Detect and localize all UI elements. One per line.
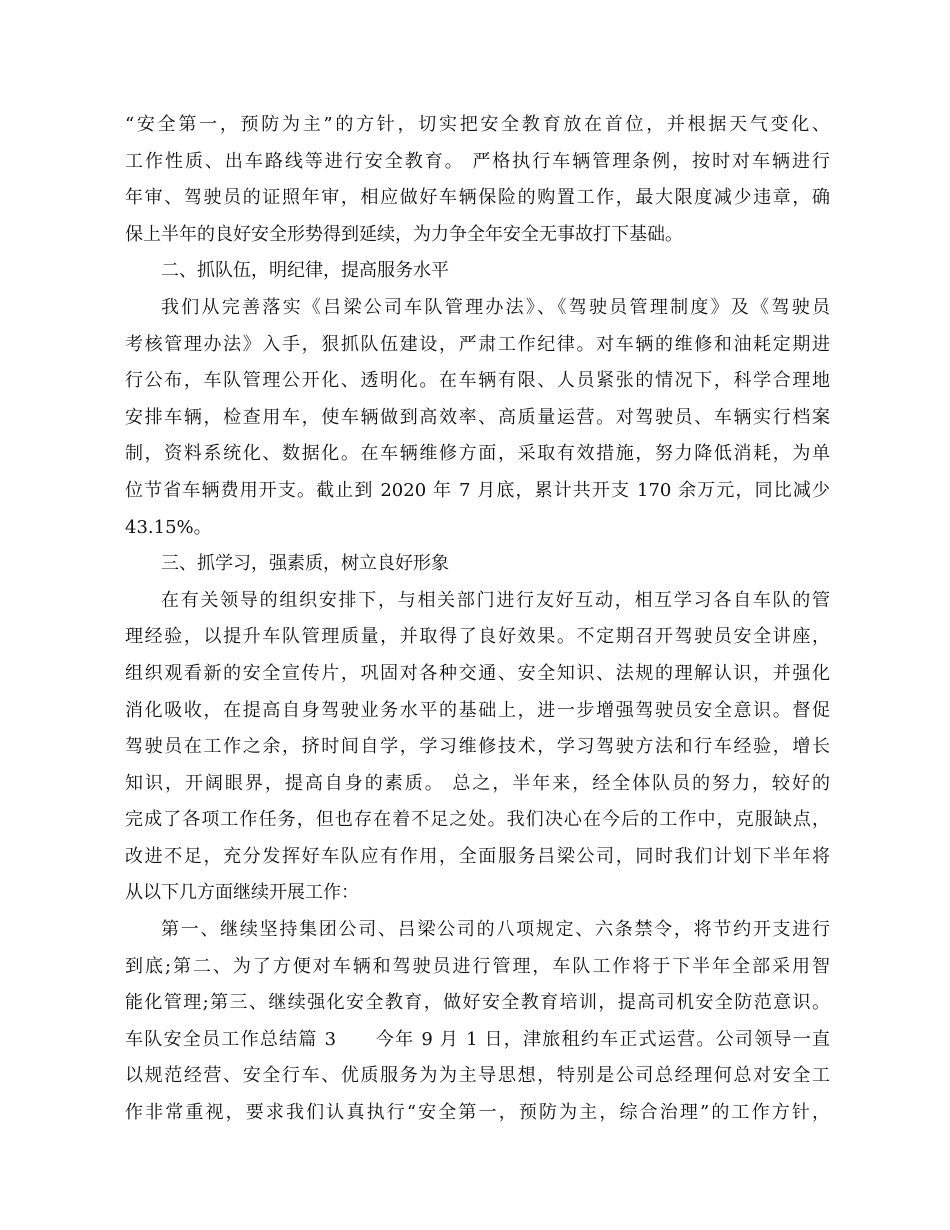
text-line-18: 驾驶员在工作之余，挤时间自学，学习维修技术，学习驾驶方法和行车经验，增长 — [125, 736, 830, 758]
text-line-9: 安排车辆，检查用车，使车辆做到高效率、高质量运营。对驾驶员、车辆实行档案 — [125, 406, 830, 428]
text-line-10: 制，资料系统化、数据化。在车辆维修方面，采取有效措施，努力降低消耗，为单 — [125, 443, 830, 465]
text-line-4: 保上半年的良好安全形势得到延续，为力争全年安全无事故打下基础。 — [125, 223, 683, 245]
text-line-16: 组织观看新的安全宣传片，巩固对各种交通、安全知识、法规的理解认识，并强化 — [125, 662, 830, 684]
text-line-22: 从以下几方面继续开展工作： — [125, 882, 359, 904]
text-line-3: 年审、驾驶员的证照年审，相应做好车辆保险的购置工作，最大限度减少违章，确 — [125, 187, 830, 209]
text-line-26: 车队安全员工作总结篇 3 今年 9 月 1 日，津旅租约车正式运营。公司领导一直 — [125, 1028, 830, 1050]
text-line-27: 以规范经营、安全行车、优质服务为为主导思想，特别是公司总经理何总对安全工 — [125, 1065, 830, 1087]
text-line-14: 在有关领导的组织安排下，与相关部门进行友好互动，相互学习各自车队的管 — [161, 589, 830, 611]
section-heading-3: 三、抓学习，强素质，树立良好形象 — [161, 553, 449, 575]
text-line-25: 能化管理;第三、继续强化安全教育，做好安全教育培训，提高司机安全防范意识。 — [125, 992, 830, 1014]
document-body — [125, 107, 830, 1132]
text-line-7: 考核管理办法》入手，狠抓队伍建设，严肃工作纪律。对车辆的维修和油耗定期进 — [125, 333, 830, 355]
text-line-21: 改进不足，充分发挥好车队应有作用，全面服务吕梁公司，同时我们计划下半年将 — [125, 845, 830, 867]
text-line-23: 第一、继续坚持集团公司、吕梁公司的八项规定、六条禁令，将节约开支进行 — [161, 919, 830, 941]
section-heading-2: 二、抓队伍，明纪律，提高服务水平 — [161, 260, 449, 282]
text-line-11: 位节省车辆费用开支。截止到 2020 年 7 月底，累计共开支 170 余万元，同比减少 — [125, 479, 830, 501]
text-line-8: 行公布，车队管理公开化、透明化。在车辆有限、人员紧张的情况下，科学合理地 — [125, 370, 830, 392]
text-line-19: 知识，开阔眼界，提高自身的素质。 总之，半年来，经全体队员的努力，较好的 — [125, 772, 830, 794]
text-line-24: 到底;第二、为了方便对车辆和驾驶员进行管理，车队工作将于下半年全部采用智 — [125, 955, 830, 977]
text-line-6: 我们从完善落实《吕梁公司车队管理办法》、《驾驶员管理制度》及《驾驶员 — [161, 296, 830, 318]
text-line-12: 43.15%。 — [125, 516, 212, 538]
text-line-17: 消化吸收，在提高自身驾驶业务水平的基础上，进一步增强驾驶员安全意识。督促 — [125, 699, 830, 721]
text-line-2: 工作性质、出车路线等进行安全教育。 严格执行车辆管理条例，按时对车辆进行 — [125, 150, 830, 172]
text-line-15: 理经验，以提升车队管理质量，并取得了良好效果。不定期召开驾驶员安全讲座， — [125, 626, 830, 648]
text-line-20: 完成了各项工作任务，但也存在着不足之处。我们决心在今后的工作中，克服缺点， — [125, 809, 830, 831]
text-line-1: “安全第一，预防为主”的方针，切实把安全教育放在首位，并根据天气变化、 — [125, 114, 830, 135]
text-line-28: 作非常重视，要求我们认真执行“安全第一，预防为主，综合治理”的工作方针， — [125, 1102, 830, 1124]
